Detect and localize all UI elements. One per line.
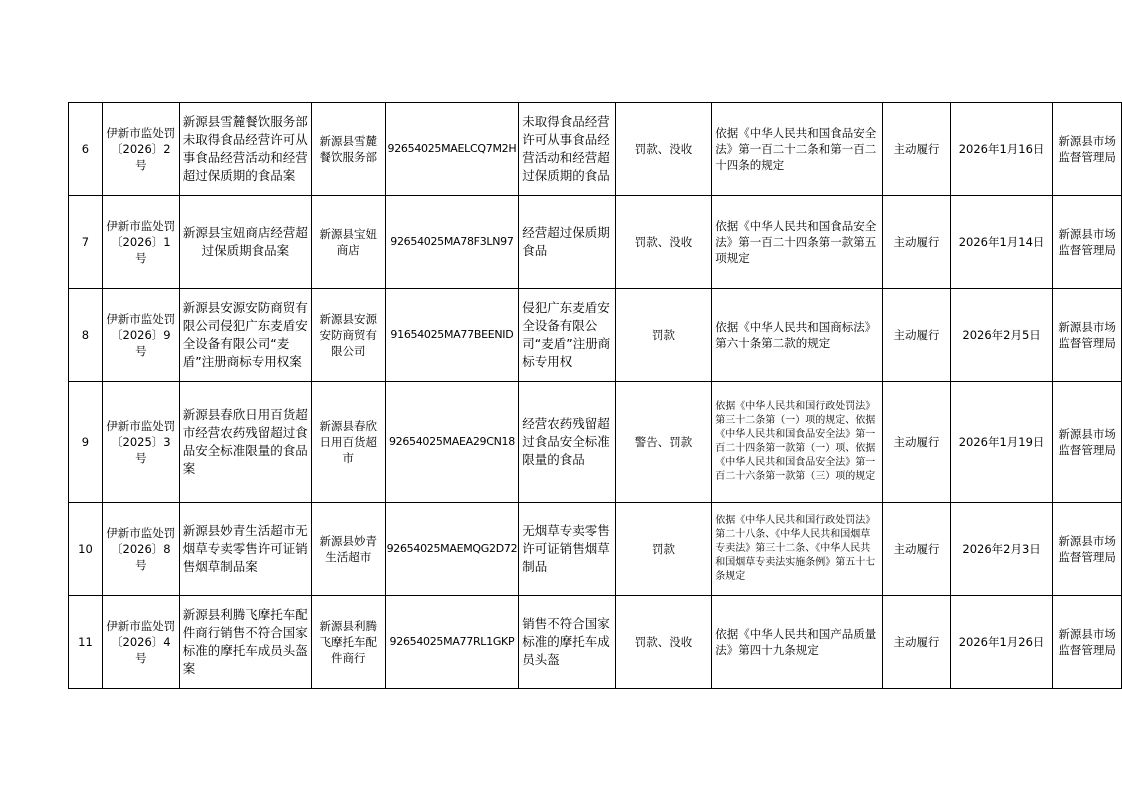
authority: 新源县市场监督管理局	[1053, 196, 1122, 289]
execution-status: 主动履行	[883, 196, 951, 289]
case-name: 新源县雪麓餐饮服务部未取得食品经营许可从事食品经营活动和经营超过保质期的食品案	[179, 103, 311, 196]
row-number: 11	[69, 596, 103, 689]
execution-status: 主动履行	[883, 596, 951, 689]
document-number: 伊新市监处罚〔2026〕1号	[102, 196, 179, 289]
credit-code: 91654025MA77BEENID	[385, 289, 519, 382]
authority: 新源县市场监督管理局	[1053, 596, 1122, 689]
document-number: 伊新市监处罚〔2025〕3号	[102, 382, 179, 503]
authority: 新源县市场监督管理局	[1053, 382, 1122, 503]
credit-code: 92654025MA78F3LN97	[385, 196, 519, 289]
table-row	[69, 103, 1122, 196]
legal-basis: 依据《中华人民共和国食品安全法》第一百二十二条和第一百二十四条的规定	[712, 103, 883, 196]
authority: 新源县市场监督管理局	[1053, 289, 1122, 382]
decision-date: 2026年1月16日	[950, 103, 1052, 196]
decision-date: 2026年2月3日	[950, 503, 1052, 596]
case-name: 新源县安源安防商贸有限公司侵犯广东麦盾安全设备有限公司“麦盾”注册商标专用权案	[179, 289, 311, 382]
row-number: 8	[69, 289, 103, 382]
document-number: 伊新市监处罚〔2026〕4号	[102, 596, 179, 689]
penalty-type: 罚款、没收	[615, 596, 711, 689]
violation: 无烟草专卖零售许可证销售烟草制品	[519, 503, 616, 596]
table-row	[69, 503, 1122, 596]
decision-date: 2026年1月14日	[950, 196, 1052, 289]
table-row	[69, 196, 1122, 289]
execution-status: 主动履行	[883, 503, 951, 596]
credit-code: 92654025MAELCQ7M2H	[385, 103, 519, 196]
violation: 经营农药残留超过食品安全标准限量的食品	[519, 382, 616, 503]
penalty-type: 罚款	[615, 503, 711, 596]
violation: 未取得食品经营许可从事食品经营活动和经营超过保质期的食品	[519, 103, 616, 196]
penalty-type: 罚款	[615, 289, 711, 382]
authority: 新源县市场监督管理局	[1053, 503, 1122, 596]
execution-status: 主动履行	[883, 382, 951, 503]
legal-basis: 依据《中华人民共和国商标法》第六十条第二款的规定	[712, 289, 883, 382]
table-row	[69, 596, 1122, 689]
violation: 经营超过保质期食品	[519, 196, 616, 289]
row-number: 10	[69, 503, 103, 596]
document-number: 伊新市监处罚〔2026〕2号	[102, 103, 179, 196]
decision-date: 2026年2月5日	[950, 289, 1052, 382]
decision-date: 2026年1月19日	[950, 382, 1052, 503]
party-name: 新源县宝妞商店	[312, 196, 386, 289]
row-number: 7	[69, 196, 103, 289]
party-name: 新源县雪麓餐饮服务部	[312, 103, 386, 196]
legal-basis: 依据《中华人民共和国行政处罚法》第三十二条第（一）项的规定、依据《中华人民共和国食品安全法》第一百二十四条第一款第（一）项、依据《中华人民共和国食品安全法》第一百二十六条第一款第（三）项的规定	[712, 382, 883, 503]
violation: 侵犯广东麦盾安全设备有限公司“麦盾”注册商标专用权	[519, 289, 616, 382]
document-number: 伊新市监处罚〔2026〕9号	[102, 289, 179, 382]
case-name: 新源县宝妞商店经营超过保质期食品案	[179, 196, 311, 289]
credit-code: 92654025MAEMQG2D72	[385, 503, 519, 596]
table-row	[69, 289, 1122, 382]
legal-basis: 依据《中华人民共和国食品安全法》第一百二十四条第一款第五项规定	[712, 196, 883, 289]
execution-status: 主动履行	[883, 289, 951, 382]
credit-code: 92654025MA77RL1GKP	[385, 596, 519, 689]
penalty-table	[68, 102, 1122, 689]
party-name: 新源县利腾飞摩托车配件商行	[312, 596, 386, 689]
penalty-type: 警告、罚款	[615, 382, 711, 503]
execution-status: 主动履行	[883, 103, 951, 196]
legal-basis: 依据《中华人民共和国行政处罚法》第二十八条、《中华人民共和国烟草专卖法》第三十二条、《中华人民共和国烟草专卖法实施条例》第五十七条规定	[712, 503, 883, 596]
violation: 销售不符合国家标准的摩托车成员头盔	[519, 596, 616, 689]
document-number: 伊新市监处罚〔2026〕8号	[102, 503, 179, 596]
row-number: 6	[69, 103, 103, 196]
table-row	[69, 382, 1122, 503]
party-name: 新源县妙青生活超市	[312, 503, 386, 596]
case-name: 新源县利腾飞摩托车配件商行销售不符合国家标准的摩托车成员头盔案	[179, 596, 311, 689]
penalty-type: 罚款、没收	[615, 196, 711, 289]
party-name: 新源县安源安防商贸有限公司	[312, 289, 386, 382]
case-name: 新源县春欣日用百货超市经营农药残留超过食品安全标准限量的食品案	[179, 382, 311, 503]
decision-date: 2026年1月26日	[950, 596, 1052, 689]
authority: 新源县市场监督管理局	[1053, 103, 1122, 196]
case-name: 新源县妙青生活超市无烟草专卖零售许可证销售烟草制品案	[179, 503, 311, 596]
legal-basis: 依据《中华人民共和国产品质量法》第四十九条规定	[712, 596, 883, 689]
party-name: 新源县春欣日用百货超市	[312, 382, 386, 503]
credit-code: 92654025MAEA29CN18	[385, 382, 519, 503]
row-number: 9	[69, 382, 103, 503]
penalty-type: 罚款、没收	[615, 103, 711, 196]
